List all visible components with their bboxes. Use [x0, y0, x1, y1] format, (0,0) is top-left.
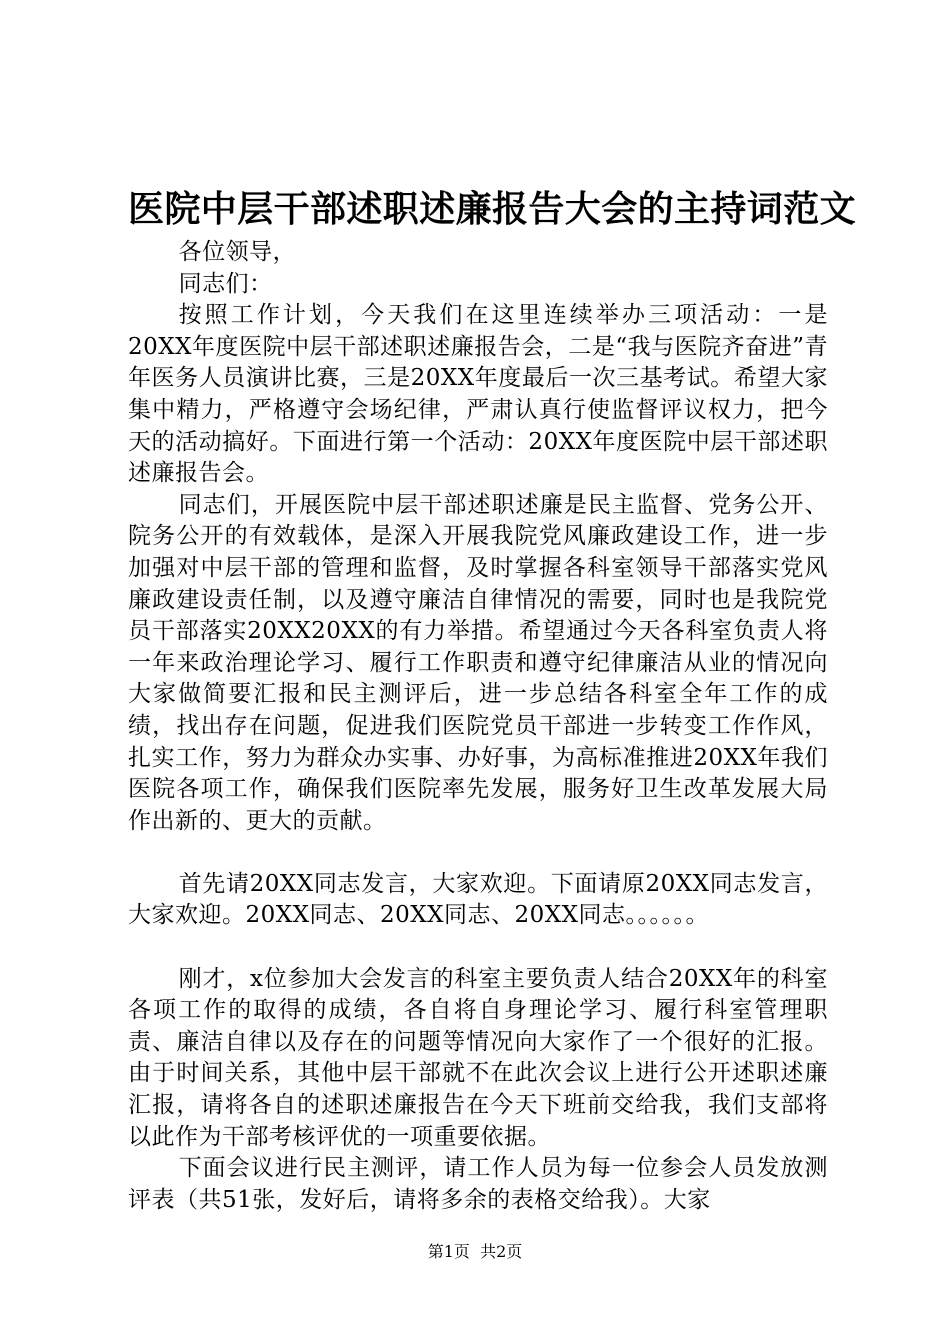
salutation-leaders: 各位领导，: [178, 239, 297, 265]
paragraph-evaluation: 下面会议进行民主测评，请工作人员为每一位参会人员发放测评表（共51张，发好后，请将多余的表格交给我）。大家: [128, 1155, 828, 1213]
salutation-comrades: 同志们：: [178, 270, 273, 297]
paragraph-agenda: 按照工作计划，今天我们在这里连续举办三项活动：一是20XX年度医院中层干部述职述廉报告会，二是“我与医院齐奋进”青年医务人员演讲比赛，三是20XX年度最后一次三基考试。希望大家集中精力，严格遵守会场纪律，严肃认真行使监督评议权力，把今天的活动搞好。下面进行第一个活动：20XX年度医院中层干部述职述廉报告会。: [128, 302, 828, 487]
document-body: [128, 237, 828, 1216]
paragraph-purpose: 同志们，开展医院中层干部述职述廉是民主监督、党务公开、院务公开的有效载体，是深入开展我院党风廉政建设工作，进一步加强对中层干部的管理和监督，及时掌握各科室领导干部落实党风廉政建设责任制，以及遵守廉洁自律情况的需要，同时也是我院党员干部落实20XX20XX的有力举措。希望通过今天各科室负责人将一年来政治理论学习、履行工作职责和遵守纪律廉洁从业的情况向大家做简要汇报和民主测评后，进一步总结各科室全年工作的成绩，找出存在问题，促进我们医院党员干部进一步转变工作作风，扎实工作，努力为群众办实事、办好事，为高标准推进20XX年我们医院各项工作，确保我们医院率先发展，服务好卫生改革发展大局作出新的、更大的贡献。: [128, 491, 828, 834]
document-title: 医院中层干部述职述廉报告大会的主持词范文: [128, 188, 857, 230]
paragraph-summary: 刚才，x位参加大会发言的科室主要负责人结合20XX年的科室各项工作的取得的成绩，各自将自身理论学习、履行科室管理职责、廉洁自律以及存在的问题等情况向大家作了一个很好的汇报。由于时间关系，其他中层干部就不在此次会议上进行公开述职述廉汇报，请将各自的述职述廉报告在今天下班前交给我，我们支部将以此作为干部考核评优的一项重要依据。: [128, 965, 828, 1150]
paragraph-speakers: 首先请20XX同志发言，大家欢迎。下面请原20XX同志发言，大家欢迎。20XX同志、20XX同志、20XX同志。。。。。。: [128, 870, 828, 929]
page-number-footer: 第1页 共2页: [427, 1242, 523, 1261]
